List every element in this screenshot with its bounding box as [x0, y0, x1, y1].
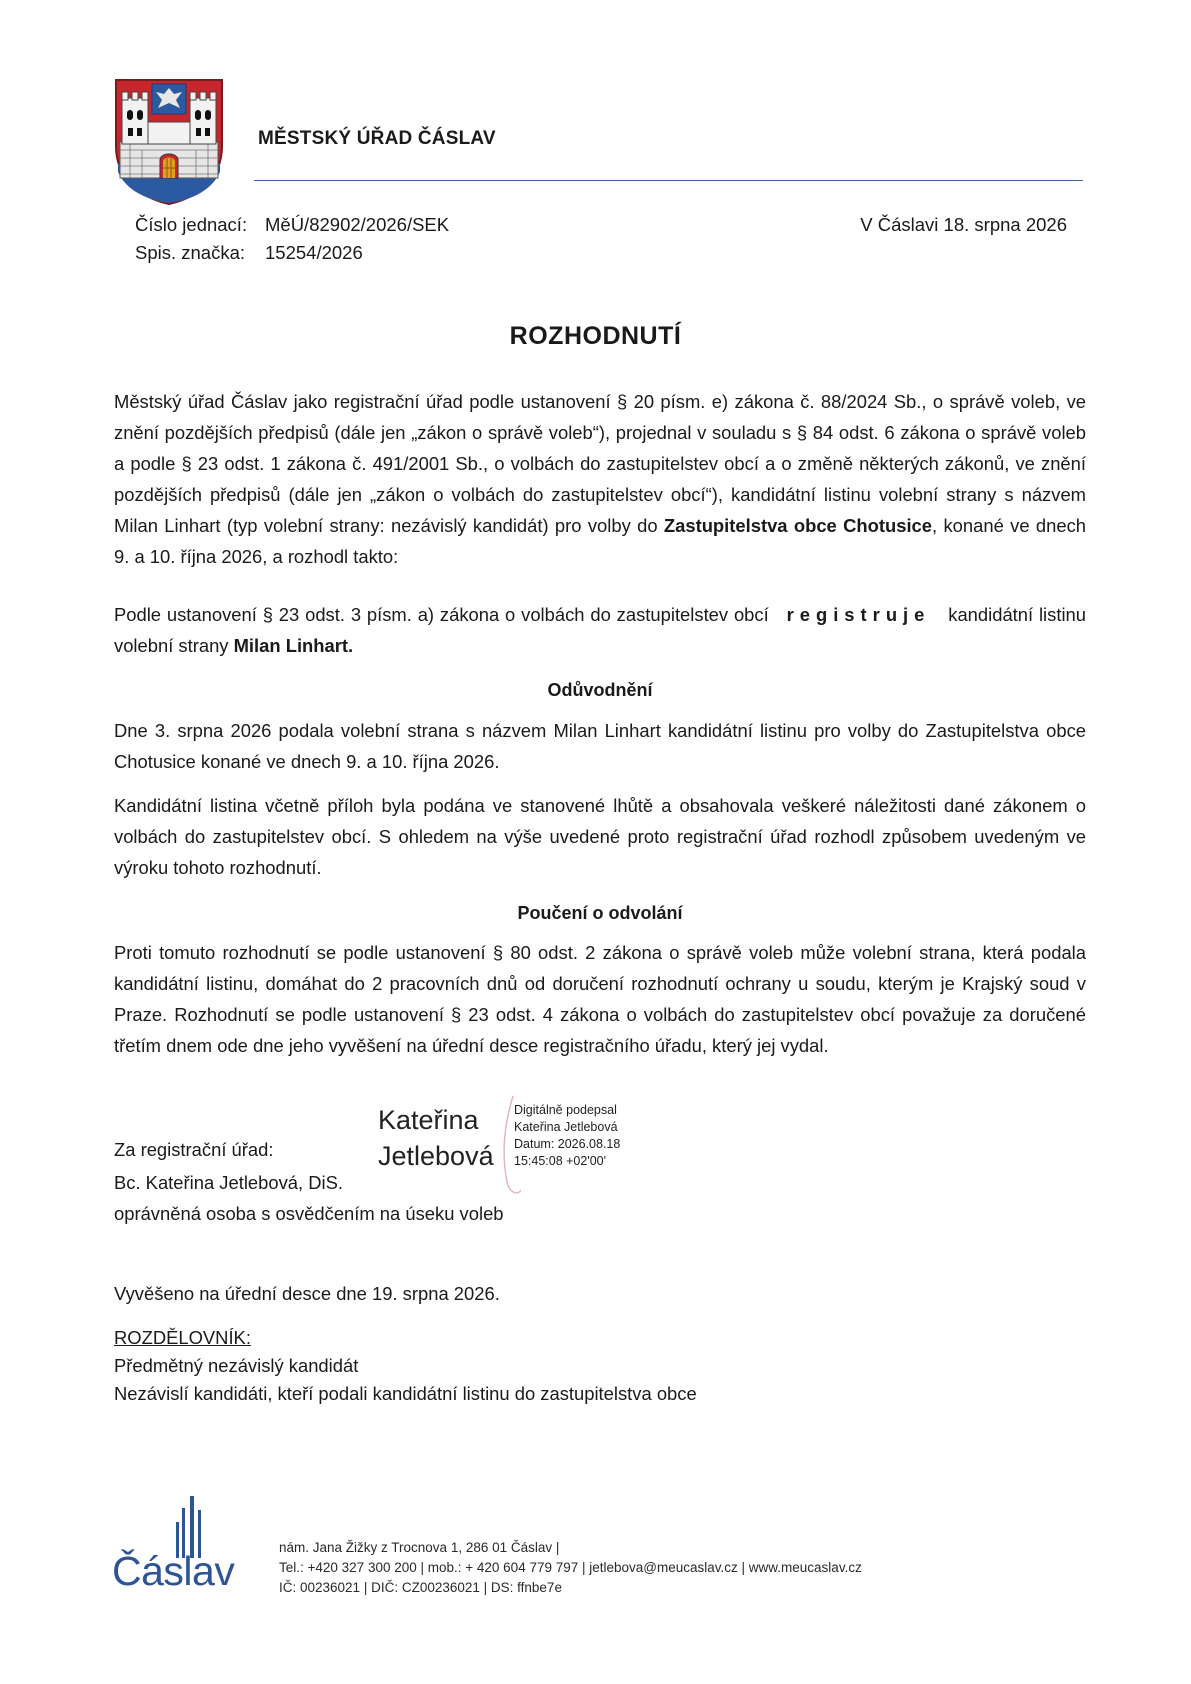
reasoning-heading: Odůvodnění	[547, 680, 653, 700]
coat-of-arms-logo	[112, 76, 226, 206]
footer-contacts: Tel.: +420 327 300 200 | mob.: + 420 604 779 797 | jetlebova@meucaslav.cz | www.meucaslav.cz	[279, 1560, 862, 1575]
digital-signature-first-name: Kateřina	[378, 1105, 479, 1135]
file-mark: 15254/2026	[265, 242, 363, 263]
digital-signature-name	[378, 1102, 494, 1174]
verdict-text-part2: kandidátní listinu volební strany	[114, 604, 1086, 656]
distribution-item: Předmětný nezávislý kandidát	[114, 1355, 359, 1376]
file-mark-label: Spis. značka:	[135, 242, 246, 263]
signature-for-label: Za registrační úřad:	[114, 1139, 274, 1160]
appeal-paragraph: Proti tomuto rozhodnutí se podle ustanovení § 80 odst. 2 zákona o správě voleb může volební strana, která podala kandidátní listinu, domáhat do 2 pracovních dnů od doručení rozhodnutí ochrany u soudu, kterým je Krajský soud v Praze. Rozhodnutí se podle ustanovení § 23 odst. 4 zákona o volbách do zastupitelstev obcí považuje za doručené třetím dnem ode dne jeho vyvěšení na úřední desce registračního úřadu, který jej vydal.	[114, 942, 1086, 1056]
party-name: Milan Linhart.	[233, 635, 354, 656]
intro-text-part2: , konané ve dnech 9. a 10. října 2026, a rozhodl takto:	[114, 515, 1086, 567]
verdict-paragraph	[114, 599, 1086, 661]
header-divider	[254, 180, 1083, 181]
reasoning-paragraph-1: Dne 3. srpna 2026 podala volební strana s názvem Milan Linhart kandidátní listinu pro volby do Zastupitelstva obce Chotusice konané ve dnech 9. a 10. října 2026.	[114, 720, 1086, 772]
digital-signature-meta	[514, 1102, 620, 1170]
place-and-date: V Čáslavi 18. srpna 2026	[860, 214, 1067, 235]
appeal-heading: Poučení o odvolání	[517, 903, 683, 923]
caslav-logo-word: Čáslav	[112, 1548, 235, 1594]
distribution-item: Nezávislí kandidáti, kteří podali kandidátní listinu do zastupitelstva obce	[114, 1383, 697, 1404]
footer-ids: IČ: 00236021 | DIČ: CZ00236021 | DS: ffnbe7e	[279, 1580, 562, 1595]
distribution-heading: ROZDĚLOVNÍK:	[114, 1327, 251, 1348]
reference-number-label: Číslo jednací:	[135, 214, 248, 235]
signature-meta-line1: Digitálně podepsal	[514, 1103, 617, 1117]
digital-signature-last-name: Jetlebová	[378, 1141, 494, 1171]
reasoning-paragraph-2: Kandidátní listina včetně příloh byla podána ve stanovené lhůtě a obsahovala veškeré náležitosti dané zákonem o volbách do zastupitelstev obcí. S ohledem na výše uvedené proto registrační úřad rozhodl způsobem uvedeným ve výroku tohoto rozhodnutí.	[114, 795, 1086, 878]
intro-text-part1: Městský úřad Čáslav jako registrační úřad podle ustanovení § 20 písm. e) zákona č. 88/2024 Sb., o správě voleb, ve znění pozdějších předpisů (dále jen „zákon o správě voleb“), projednal v souladu s § 84 odst. 6 zákona o správě voleb a podle § 23 odst. 1 zákona č. 491/2001 Sb., o volbách do zastupitelstev obcí a o změně některých zákonů, ve znění pozdějších předpisů (dále jen „zákon o volbách do zastupitelstev obcí“), kandidátní listinu volební strany s názvem Milan Linhart (typ volební strany: nezávislý kandidát) pro volby do	[114, 391, 1086, 536]
verdict-text-part1: Podle ustanovení § 23 odst. 3 písm. a) zákona o volbách do zastupitelstev obcí	[114, 604, 769, 625]
council-name: Zastupitelstva obce Chotusice	[663, 515, 933, 536]
intro-paragraph	[114, 386, 1086, 572]
reference-number: MěÚ/82902/2026/SEK	[265, 214, 450, 235]
signature-meta-line2: Kateřina Jetlebová	[514, 1120, 618, 1134]
signer-role: oprávněná osoba s osvědčením na úseku voleb	[114, 1203, 504, 1224]
verdict-keyword: registruje	[786, 604, 931, 625]
signer-name: Bc. Kateřina Jetlebová, DiS.	[114, 1172, 343, 1193]
office-name: MĚSTSKÝ ÚŘAD ČÁSLAV	[258, 128, 496, 149]
signature-meta-line4: 15:45:08 +02'00'	[514, 1154, 607, 1168]
signature-meta-line3: Datum: 2026.08.18	[514, 1137, 621, 1151]
document-title: ROZHODNUTÍ	[509, 322, 682, 350]
posted-note: Vyvěšeno na úřední desce dne 19. srpna 2026.	[114, 1283, 500, 1304]
footer-address: nám. Jana Žižky z Trocnova 1, 286 01 Čáslav |	[279, 1540, 560, 1555]
